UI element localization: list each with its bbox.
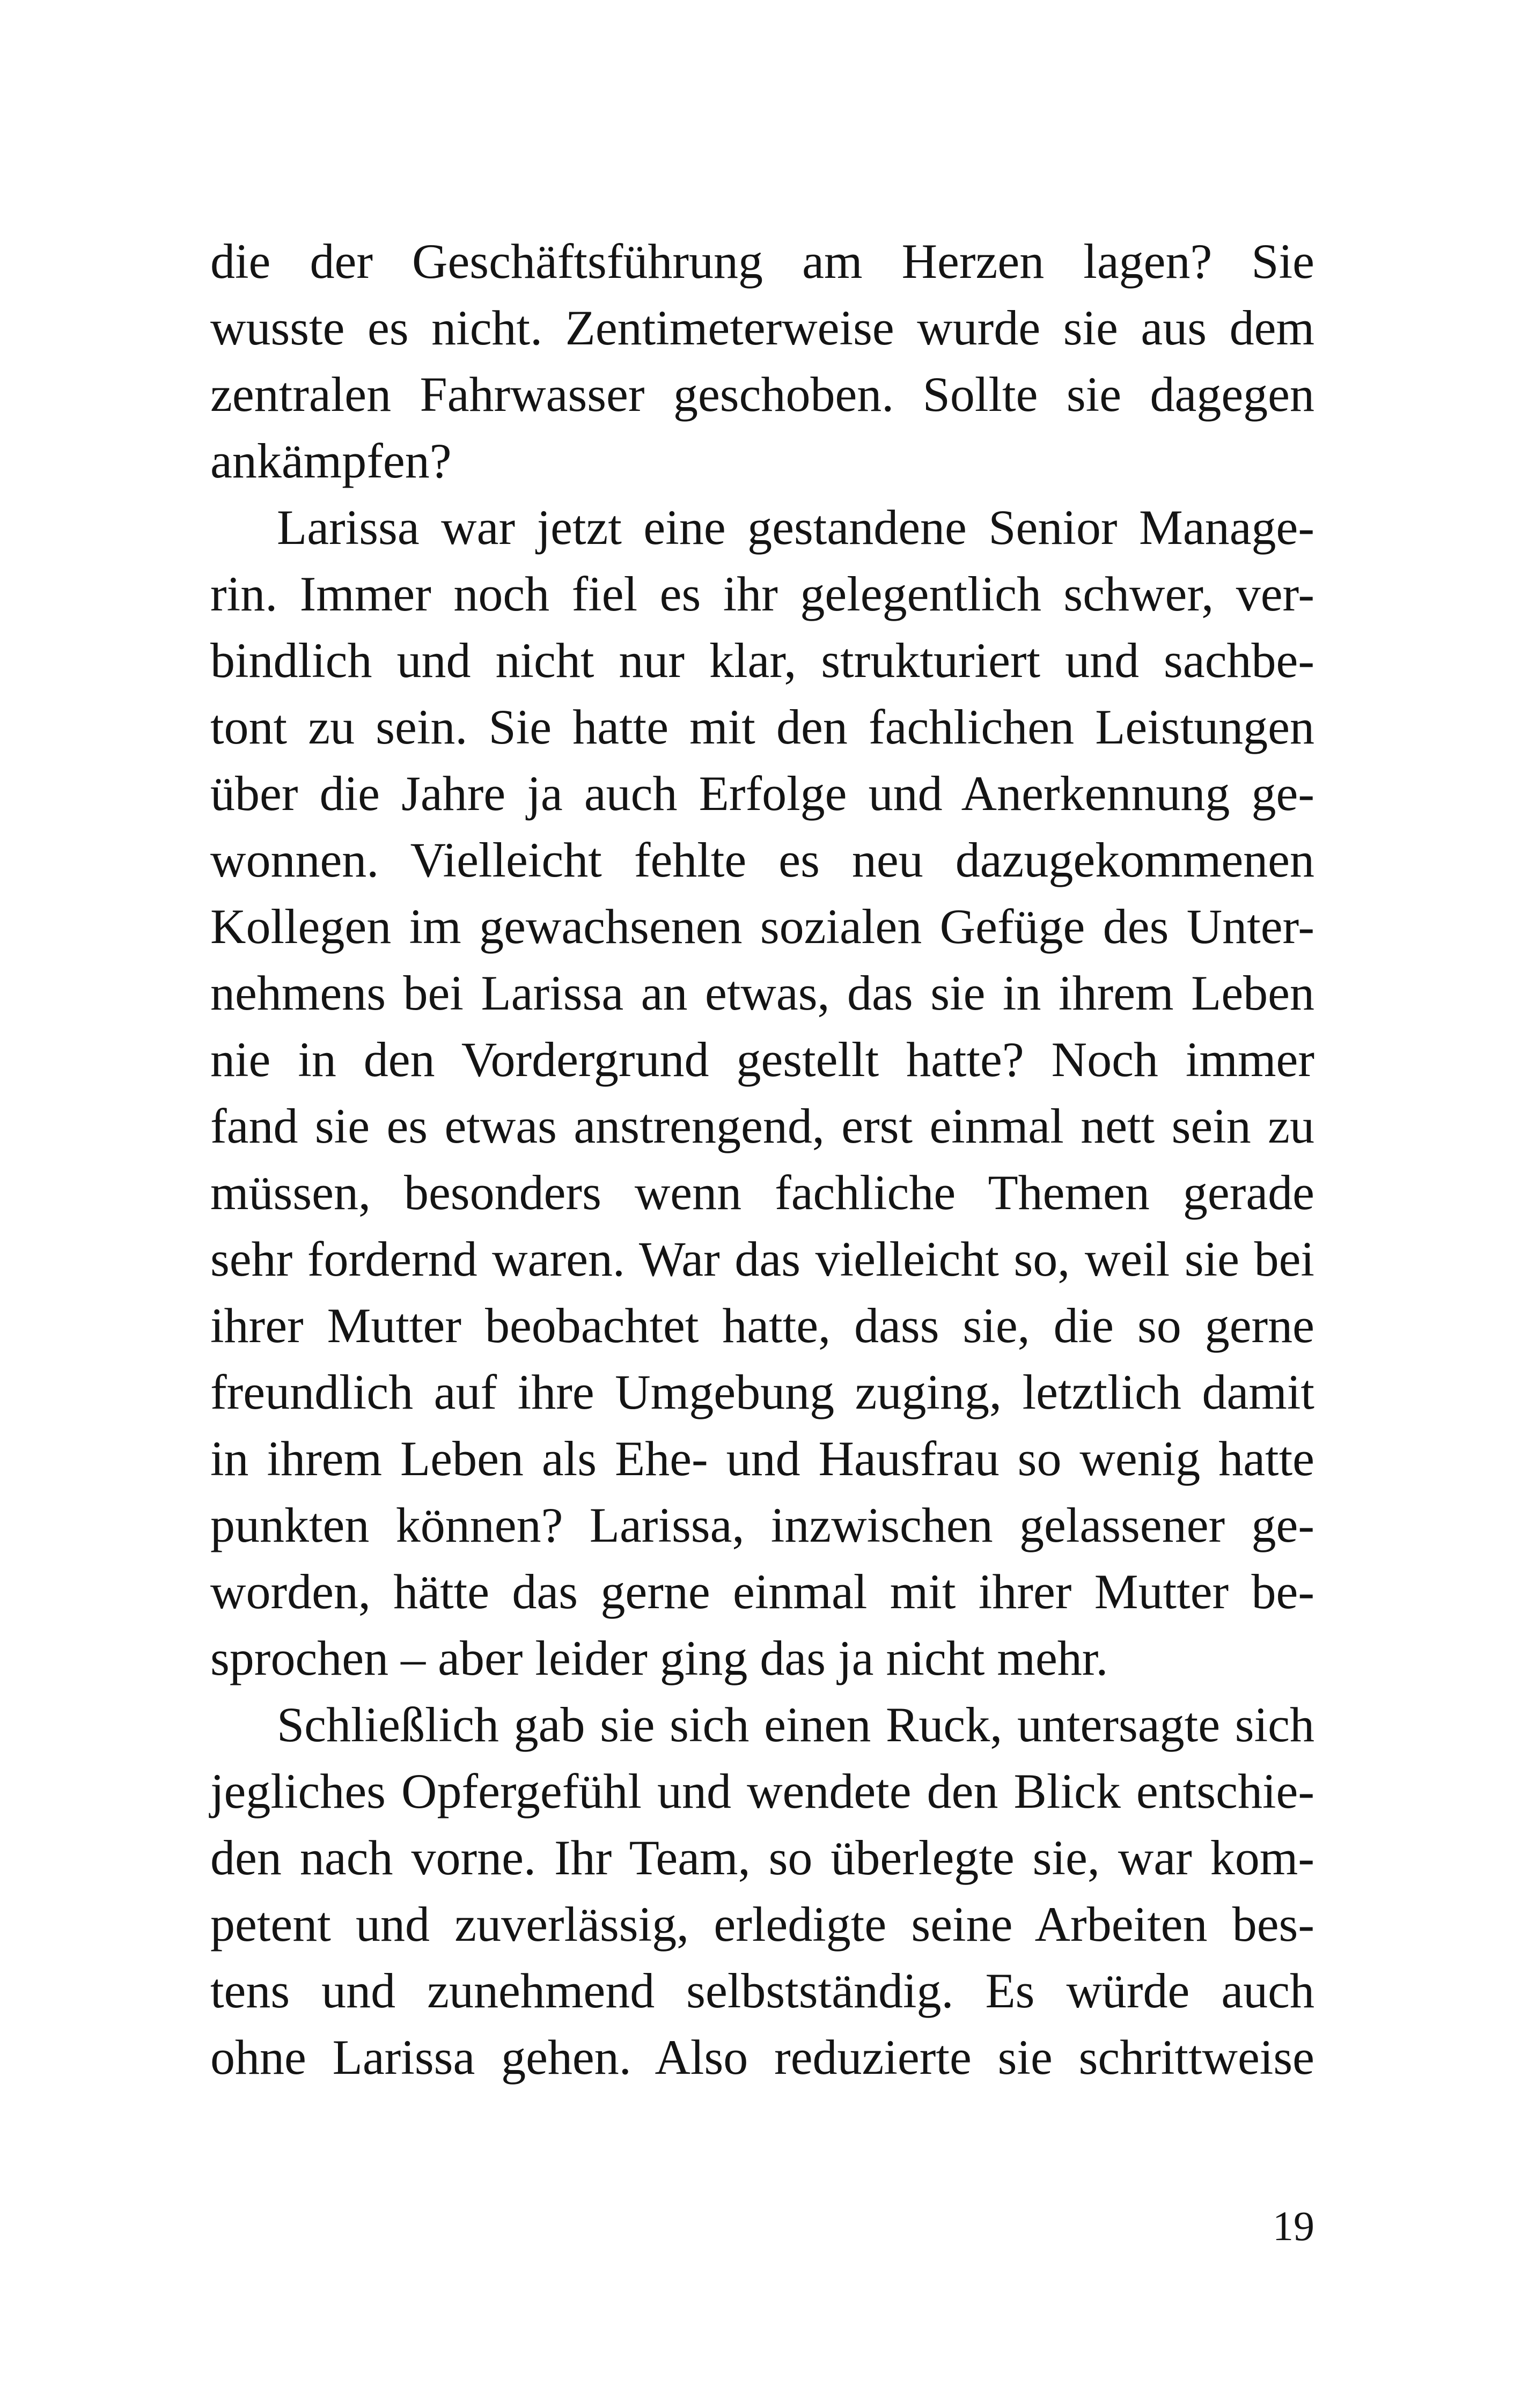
text-line: jegliches Opfergefühl und wendete den Blick entschie- [210,1764,1314,1818]
text-line: wusste es nicht. Zentimeterweise wurde sie aus dem [210,300,1314,355]
text-line: rin. Immer noch fiel es ihr gelegentlich schwer, ver- [210,566,1314,621]
paragraph [210,1691,1314,2090]
text-line: wonnen. Vielleicht fehlte es neu dazugekommenen [210,833,1314,887]
text-line: nehmens bei Larissa an etwas, das sie in ihrem Leben [210,966,1314,1020]
text-line: sprochen – aber leider ging das ja nicht mehr. [210,1631,1108,1685]
text-line: die der Geschäftsführung am Herzen lagen? Sie [210,234,1314,289]
text-line: müssen, besonders wenn fachliche Themen gerade [210,1165,1314,1220]
text-line: über die Jahre ja auch Erfolge und Anerkennung ge- [210,766,1314,821]
text-line: in ihrem Leben als Ehe- und Hausfrau so wenig hatte [210,1431,1314,1486]
text-line: Kollegen im gewachsenen sozialen Gefüge des Unter- [210,899,1314,954]
paragraph [210,228,1314,494]
text-line: Larissa war jetzt eine gestandene Senior Manage- [277,500,1314,555]
text-line: bindlich und nicht nur klar, strukturiert und sachbe- [210,633,1314,688]
text-line: tens und zunehmend selbstständig. Es würde auch [210,1963,1314,2018]
text-line: nie in den Vordergrund gestellt hatte? Noch immer [210,1032,1314,1087]
text-line: ohne Larissa gehen. Also reduzierte sie schrittweise [210,2030,1314,2085]
page-number: 19 [1273,2203,1314,2249]
text-line: sehr fordernd waren. War das vielleicht so, weil sie bei [210,1232,1314,1286]
text-line: zentralen Fahrwasser geschoben. Sollte sie dagegen [210,367,1314,422]
text-line: worden, hätte das gerne einmal mit ihrer Mutter be- [210,1564,1314,1619]
text-line: Schließlich gab sie sich einen Ruck, untersagte sich [277,1697,1314,1752]
text-line: freundlich auf ihre Umgebung zuging, letztlich damit [210,1365,1314,1419]
paragraph [210,494,1314,1691]
page-text [210,228,1314,2090]
text-line: punkten können? Larissa, inzwischen gelassener ge- [210,1498,1314,1552]
text-line: ihrer Mutter beobachtet hatte, dass sie, die so gerne [210,1298,1314,1353]
text-line: petent und zuverlässig, erledigte seine Arbeiten bes- [210,1897,1314,1952]
text-line: ankämpfen? [210,433,452,488]
text-line: tont zu sein. Sie hatte mit den fachlichen Leistungen [210,699,1314,754]
text-line: den nach vorne. Ihr Team, so überlegte sie, war kom- [210,1830,1314,1885]
text-line: fand sie es etwas anstrengend, erst einmal nett sein zu [210,1099,1314,1153]
